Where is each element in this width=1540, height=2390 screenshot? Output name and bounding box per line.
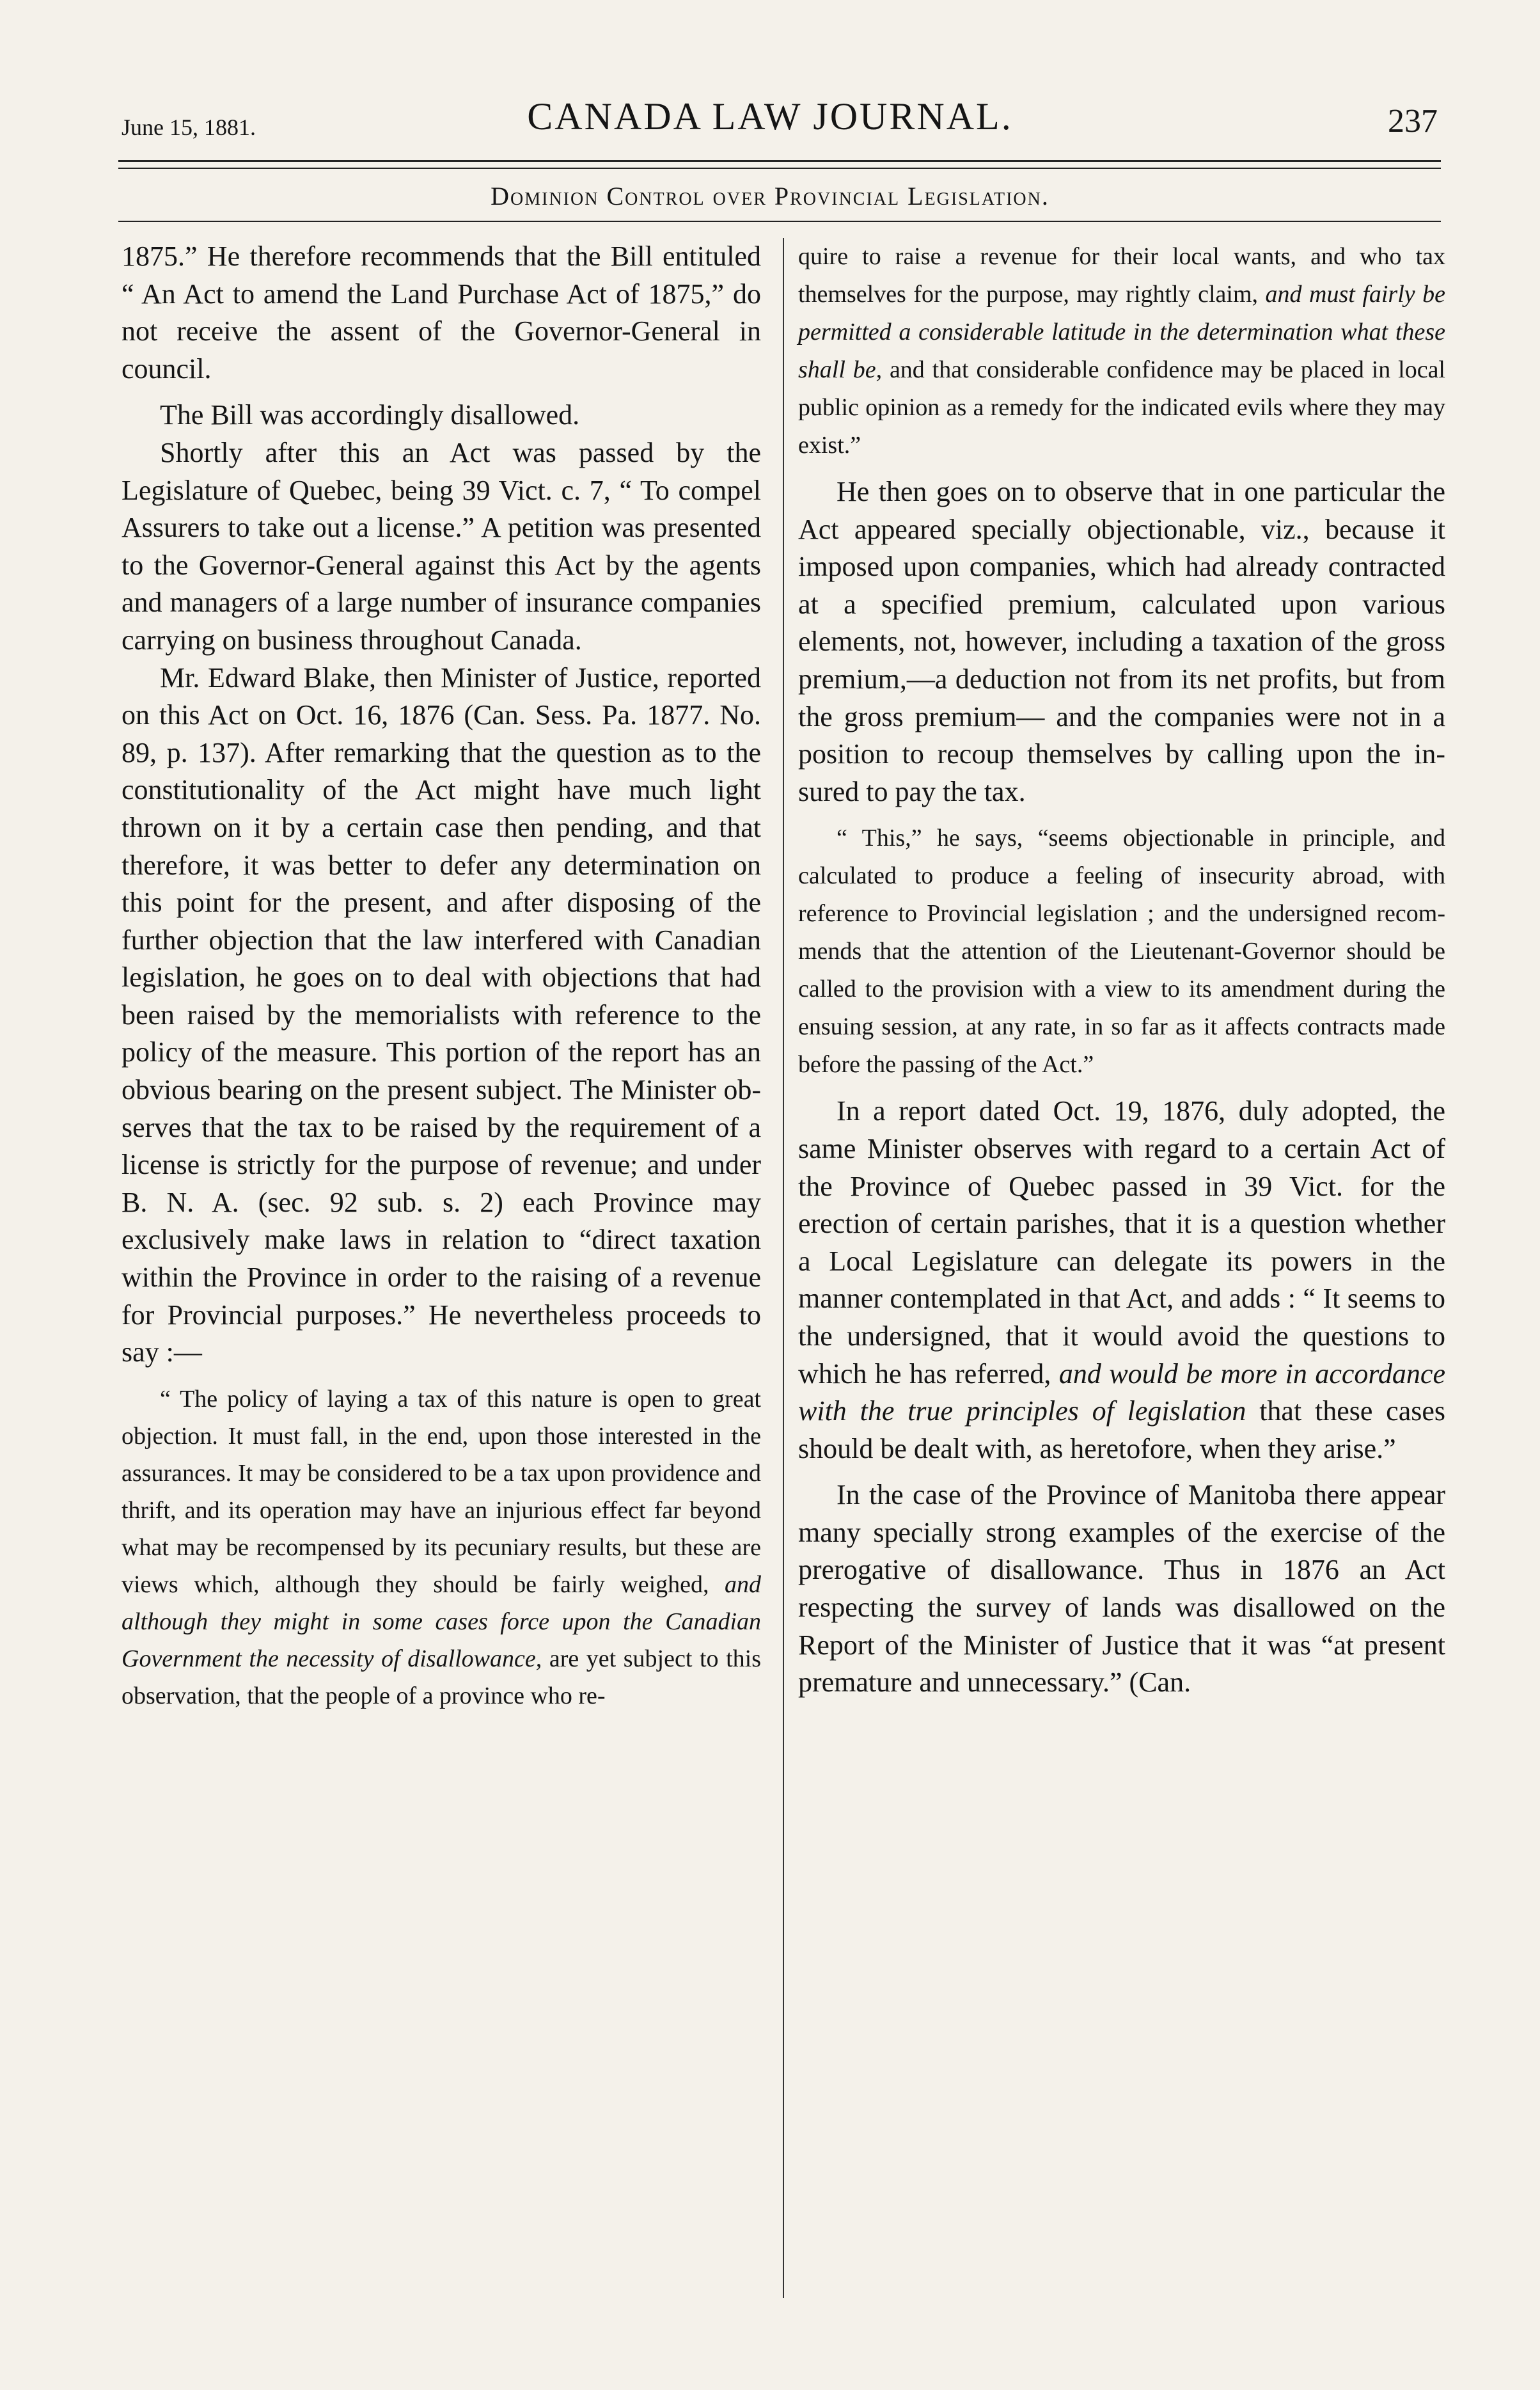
paragraph: Mr. Edward Blake, then Minister of Justice, reported on this Act on Oct. 16, 1876 (Can. Sess. Pa. 1877. No. 89, p. 137). After remarking that the question as to the constitutionality of the Act might have much light thrown on it by a certain case then pending, and that therefore, it was better to defer any determination on this point for the present, and after disposing of the further objection that the law interfered with Canadian legislation, he goes on to deal with objections that had been raised by the memorialists with reference to the policy of the measure. This portion of the report has an obvious bearing on the present subject. The Minister observes that the tax to be raised by the requirement of a license is strictly for the purpose of revenue; and under B. N. A. (sec. 92 sub. s. 2) each Province may exclusively make laws in relation to “direct taxation within the Province in order to the raising of a revenue for Provincial purposes.” He nevertheless proceeds to say :— [122, 661, 761, 1368]
paragraph-text: In a report dated Oct. 19, 1876, duly adopted, the same Minister observes with regard to a certain Act of the Province of Quebec passed in 39 Vict. for the erection of certain parishes, that it is a question whether a Local Legislature can delegate its powers in the manner contemplated in that Act, and adds : “ It seems to the undersigned, that it would avoid the questions to which he has referred, [798, 1095, 1445, 1389]
block-quote [122, 1381, 761, 1714]
paragraph-italic-text: and would be more in accordance with the true principles of legislation [798, 1357, 1445, 1427]
column-divider [783, 238, 784, 2298]
page-number: 237 [1388, 103, 1438, 139]
quote-text: and that considerable confidence may be placed in local public opinion as a remedy for the indicated evils where they may exist.” [798, 356, 1445, 459]
paragraph: 1875.” He therefore recommends that the Bill entituled “ An Act to amend the Land Purchase Act of 1875,” do not receive the assent of the Governor-General in council. [122, 241, 761, 384]
quote-italic-text: and must fairly be permitted a considerable latitude in the determination what these shall be, [798, 281, 1446, 383]
paragraph: In the case of the Province of Manitoba there appear many specially strong examples of the exercise of the prerogative of disallowance. Thus in 1876 an Act respecting the survey of lands was disallowed on the Report of the Minister of Justice that it was “at present premature and unnecessary.” (Can. [798, 1479, 1445, 1698]
block-quote-continued [798, 238, 1445, 464]
paragraph [798, 1093, 1445, 1468]
quote-text: are yet subject to this observation, that the people of a province who re- [122, 1645, 761, 1709]
left-column [122, 238, 761, 1714]
block-quote: “ This,” he says, “seems objectionable in principle, and calculated to produce a feeling of insecurity abroad, with reference to Provincial legislation ; and the undersigned recommends that the attention of the Lieutenant-Governor should be called to the provision with a view to its amendment during the ensuing session, at any rate, in so far as it affects contracts made before the passing of the Act.” [798, 825, 1445, 1079]
running-head-date: June 15, 1881. [122, 115, 256, 140]
paragraph-text: that these cases should be dealt with, as heretofore, when they arise.” [798, 1395, 1445, 1464]
section-title: Dominion Control over Provincial Legislation. [491, 182, 1049, 210]
header-rule-bottom [118, 168, 1441, 169]
quote-text: quire to raise a revenue for their local wants, and who tax themselves for the purpose, may rightly claim, [798, 243, 1445, 308]
section-rule [118, 221, 1441, 222]
paragraph: He then goes on to observe that in one particular the Act appeared specially objectionable, viz., because it imposed upon companies, which had already contracted at a specified premium, calculated upon various elements, not, however, including a taxation of the gross premium,—a deduction not from its net profits, but from the gross premium— and the companies were not in a position to recoup themselves by calling upon the insured to pay the tax. [798, 476, 1445, 807]
header-rule-top [118, 160, 1441, 162]
running-head-title: CANADA LAW JOURNAL. [527, 95, 1013, 138]
right-column [798, 238, 1445, 1702]
paragraph: The Bill was accordingly disallowed. [160, 399, 580, 431]
quote-text: “ The policy of laying a tax of this nature is open to great objection. It must fall, in the end, upon those interested in the assurances. It may be considered to be a tax upon providence and thrift, and its operation may have an injurious effect far beyond what may be recompensed by its pecuniary results, but these are views which, although they should be fairly weighed, [122, 1385, 761, 1598]
quote-italic-text: and although they might in some cases force upon the Canadian Government the necessity of disallowance, [122, 1571, 761, 1672]
paragraph: Shortly after this an Act was passed by the Legislature of Quebec, being 39 Vict. c. 7, “ To compel Assurers to take out a license.” A petition was presented to the Governor-General against this Act by the agents and managers of a large number of insurance companies carrying on business throughout Canada. [122, 436, 761, 656]
